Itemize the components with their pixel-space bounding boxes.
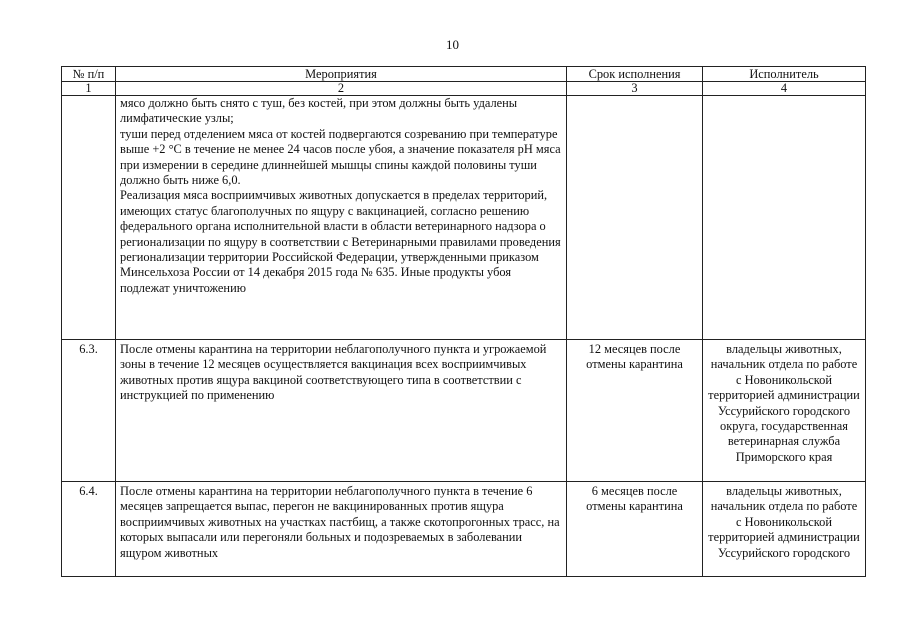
column-number: 2 bbox=[116, 82, 567, 96]
measure-paragraph: туши перед отделением мяса от костей подвергаются созреванию при температуре выше +2 °С в течение не менее 24 часов после убоя, а значение показателя pH мяса при измерении в середине длиннейшей мышцы спины каждой половины туши должно быть ниже 6,0. bbox=[120, 126, 561, 188]
measure-paragraph: мясо должно быть снято с туш, без костей, при этом должны быть удалены лимфатические узлы; bbox=[120, 96, 518, 126]
row-executor bbox=[703, 96, 866, 340]
row-measures bbox=[116, 96, 567, 340]
table-row bbox=[62, 482, 866, 577]
row-number: 6.4. bbox=[62, 482, 116, 577]
measures-table bbox=[61, 66, 866, 577]
table-row bbox=[62, 340, 866, 482]
header-measures: Мероприятия bbox=[116, 67, 567, 82]
row-executor: владельцы животных, начальник отдела по работе с Новоникольской территорией администрации Уссурийского городского bbox=[703, 482, 866, 577]
row-number: 6.3. bbox=[62, 340, 116, 482]
row-deadline: 12 месяцев после отмены карантина bbox=[567, 340, 703, 482]
column-number: 1 bbox=[62, 82, 116, 96]
row-number bbox=[62, 96, 116, 340]
column-number: 3 bbox=[567, 82, 703, 96]
measure-paragraph: После отмены карантина на территории неблагополучного пункта в течение 6 месяцев запрещается выпас, перегон не вакцинированных против ящура восприимчивых животных на участках пастбищ, а также скотопрогонных трасс, на которых выпасали или перегоняли больных и подозреваемых в заболевании ящуром животных bbox=[120, 484, 560, 560]
row-deadline: 6 месяцев после отмены карантина bbox=[567, 482, 703, 577]
row-measures bbox=[116, 482, 567, 577]
table-header-row bbox=[62, 67, 866, 82]
page-number: 10 bbox=[446, 37, 459, 52]
row-measures bbox=[116, 340, 567, 482]
column-number-row bbox=[62, 82, 866, 96]
header-executor: Исполнитель bbox=[703, 67, 866, 82]
table-row bbox=[62, 96, 866, 340]
row-deadline bbox=[567, 96, 703, 340]
measure-paragraph: После отмены карантина на территории неблагополучного пункта и угрожаемой зоны в течение 12 месяцев осуществляется вакцинация всех восприимчивых животных против ящура вакциной соответствующего типа в соответствии с инструкцией по применению bbox=[120, 342, 547, 403]
measure-paragraph: Реализация мяса восприимчивых животных допускается в пределах территорий, имеющих статус благополучных по ящуру с вакцинацией, согласно решению федерального органа исполнительной власти в области ветеринарного надзора о регионализации по ящуру в соответствии с Ветеринарными правилами проведения регионализации территории Российской Федерации, утвержденными приказом Минсельхоза России от 14 декабря 2015 года № 635. Иные продукты убоя подлежат уничтожению bbox=[120, 188, 561, 295]
row-executor: владельцы животных, начальник отдела по работе с Новоникольской территорией администрации Уссурийского городского округа, государственная ветеринарная служба Приморского края bbox=[703, 340, 866, 482]
column-number: 4 bbox=[703, 82, 866, 96]
header-number: № п/п bbox=[62, 67, 116, 82]
header-deadline: Срок исполнения bbox=[567, 67, 703, 82]
